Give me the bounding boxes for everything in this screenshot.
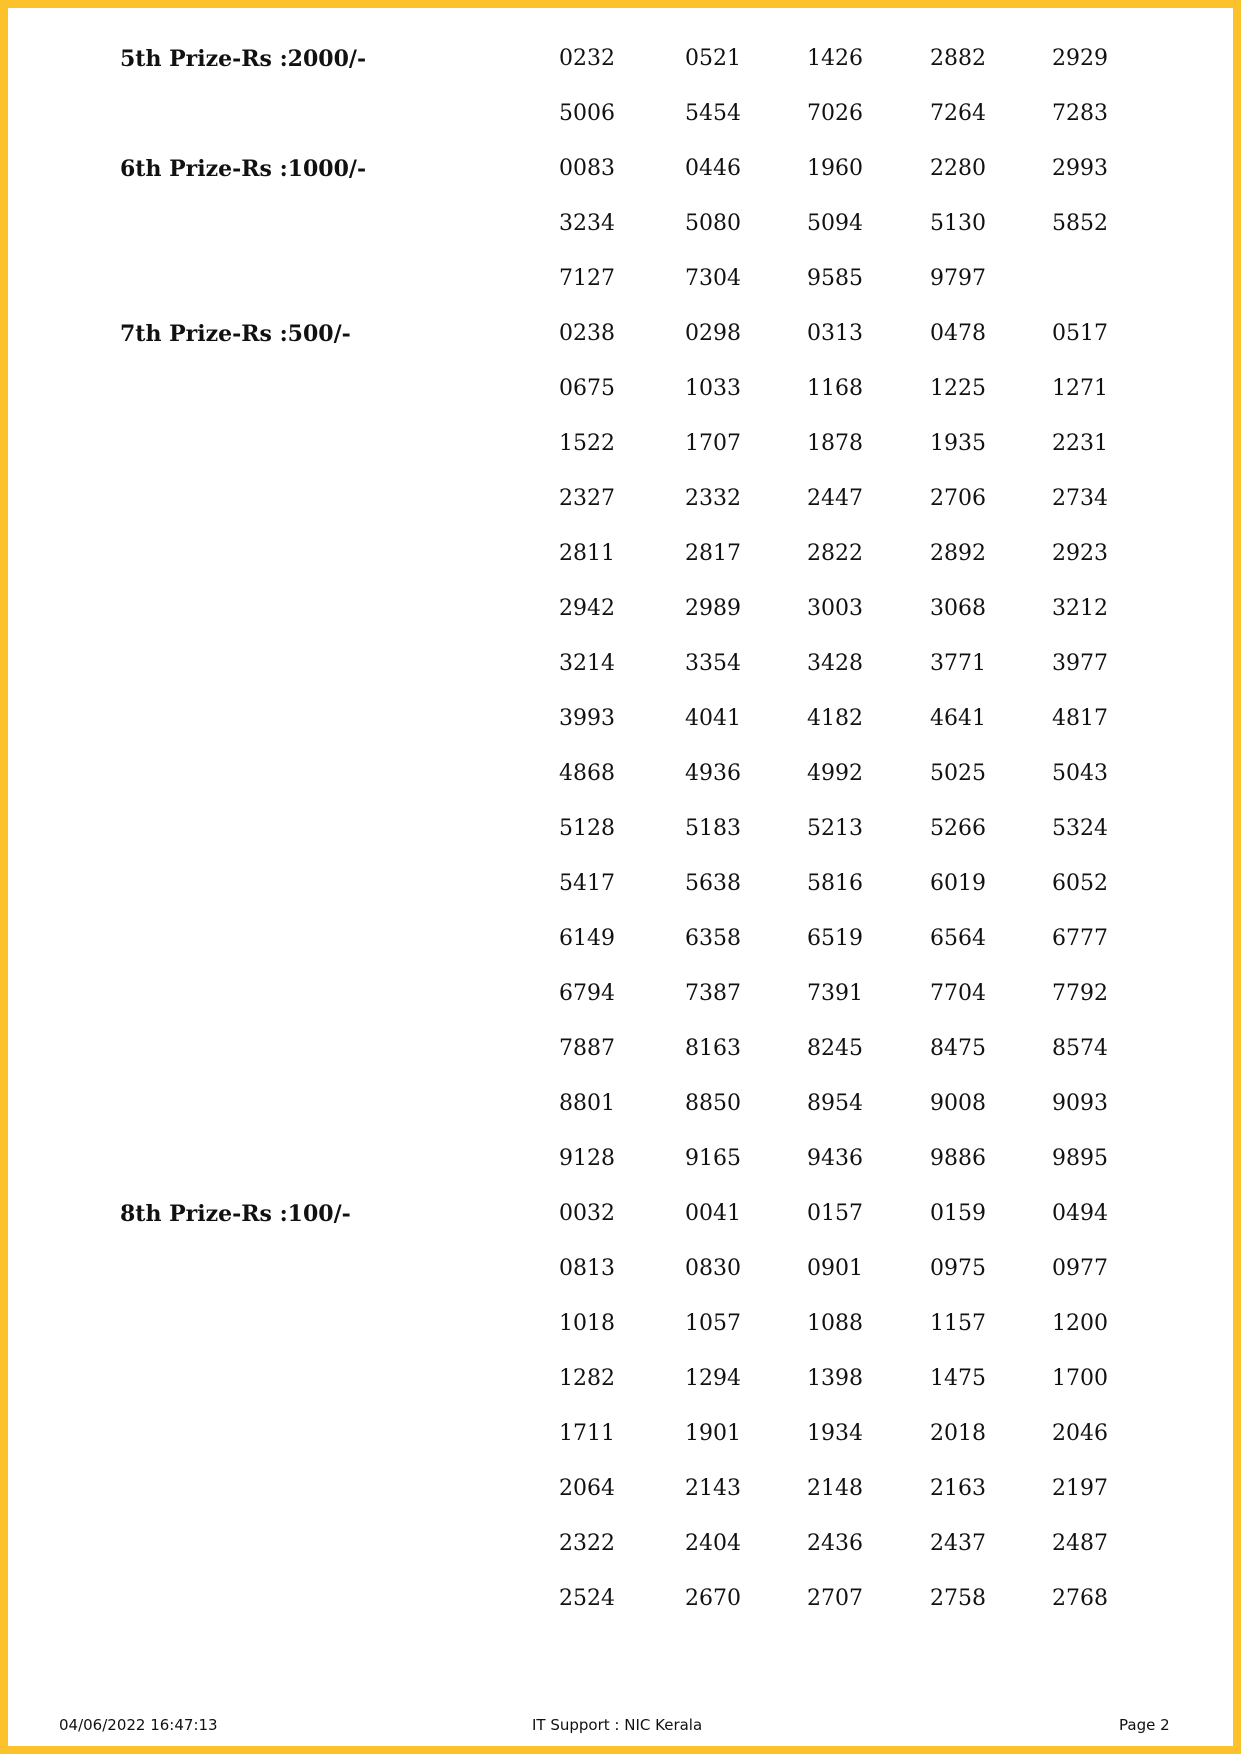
- result-row: [0, 695, 1241, 750]
- ticket-number: 2487: [1052, 1531, 1108, 1556]
- ticket-number: 1088: [807, 1311, 863, 1336]
- ticket-number: 7391: [807, 981, 863, 1006]
- ticket-number: 5417: [559, 871, 615, 896]
- result-row: [0, 640, 1241, 695]
- ticket-number: 6777: [1052, 926, 1108, 951]
- ticket-number: 5266: [930, 816, 986, 841]
- ticket-number: 2064: [559, 1476, 615, 1501]
- ticket-number: 5094: [807, 211, 863, 236]
- result-row: [0, 1135, 1241, 1190]
- ticket-number: 1934: [807, 1421, 863, 1446]
- ticket-number: 2197: [1052, 1476, 1108, 1501]
- ticket-number: 3003: [807, 596, 863, 621]
- ticket-number: 5080: [685, 211, 741, 236]
- ticket-number: 0159: [930, 1201, 986, 1226]
- ticket-number: 7264: [930, 101, 986, 126]
- result-row: [0, 860, 1241, 915]
- ticket-number: 1168: [807, 376, 863, 401]
- ticket-number: 0041: [685, 1201, 741, 1226]
- ticket-number: 0901: [807, 1256, 863, 1281]
- result-row: [0, 1300, 1241, 1355]
- ticket-number: 8801: [559, 1091, 615, 1116]
- ticket-number: 1018: [559, 1311, 615, 1336]
- ticket-number: 1426: [807, 46, 863, 71]
- ticket-number: 1282: [559, 1366, 615, 1391]
- ticket-number: 2923: [1052, 541, 1108, 566]
- ticket-number: 1271: [1052, 376, 1108, 401]
- ticket-number: 0298: [685, 321, 741, 346]
- ticket-number: 8245: [807, 1036, 863, 1061]
- ticket-number: 2817: [685, 541, 741, 566]
- ticket-number: 0157: [807, 1201, 863, 1226]
- ticket-number: 3212: [1052, 596, 1108, 621]
- ticket-number: 6794: [559, 981, 615, 1006]
- ticket-number: 2018: [930, 1421, 986, 1446]
- ticket-number: 5454: [685, 101, 741, 126]
- ticket-number: 7387: [685, 981, 741, 1006]
- ticket-number: 1200: [1052, 1311, 1108, 1336]
- ticket-number: 7704: [930, 981, 986, 1006]
- ticket-number: 0977: [1052, 1256, 1108, 1281]
- prize-results-list: [0, 35, 1241, 1630]
- ticket-number: 9886: [930, 1146, 986, 1171]
- ticket-number: 2706: [930, 486, 986, 511]
- ticket-number: 2882: [930, 46, 986, 71]
- ticket-number: 1707: [685, 431, 741, 456]
- ticket-number: 2892: [930, 541, 986, 566]
- ticket-number: 2768: [1052, 1586, 1108, 1611]
- ticket-number: 4182: [807, 706, 863, 731]
- ticket-number: 2280: [930, 156, 986, 181]
- result-row: [0, 1410, 1241, 1465]
- result-row: [0, 90, 1241, 145]
- ticket-number: 2322: [559, 1531, 615, 1556]
- ticket-number: 0446: [685, 156, 741, 181]
- ticket-number: 5324: [1052, 816, 1108, 841]
- ticket-number: 1398: [807, 1366, 863, 1391]
- ticket-number: 3214: [559, 651, 615, 676]
- ticket-number: 8163: [685, 1036, 741, 1061]
- ticket-number: 0830: [685, 1256, 741, 1281]
- ticket-number: 0517: [1052, 321, 1108, 346]
- ticket-number: 1475: [930, 1366, 986, 1391]
- result-row: [0, 35, 1241, 90]
- ticket-number: 1033: [685, 376, 741, 401]
- ticket-number: 4868: [559, 761, 615, 786]
- ticket-number: 6052: [1052, 871, 1108, 896]
- ticket-number: 2942: [559, 596, 615, 621]
- ticket-number: 2436: [807, 1531, 863, 1556]
- result-row: [0, 475, 1241, 530]
- ticket-number: 2163: [930, 1476, 986, 1501]
- footer-timestamp: 04/06/2022 16:47:13: [59, 1716, 218, 1734]
- ticket-number: 1057: [685, 1311, 741, 1336]
- prize-label: 7th Prize-Rs :500/-: [120, 321, 351, 347]
- ticket-number: 2332: [685, 486, 741, 511]
- result-row: [0, 530, 1241, 585]
- ticket-number: 2707: [807, 1586, 863, 1611]
- ticket-number: 5128: [559, 816, 615, 841]
- ticket-number: 2758: [930, 1586, 986, 1611]
- ticket-number: 1225: [930, 376, 986, 401]
- ticket-number: 9093: [1052, 1091, 1108, 1116]
- ticket-number: 4992: [807, 761, 863, 786]
- ticket-number: 7304: [685, 266, 741, 291]
- ticket-number: 0521: [685, 46, 741, 71]
- ticket-number: 2437: [930, 1531, 986, 1556]
- ticket-number: 8475: [930, 1036, 986, 1061]
- footer-page-number: Page 2: [1119, 1716, 1170, 1734]
- ticket-number: 2231: [1052, 431, 1108, 456]
- ticket-number: 0975: [930, 1256, 986, 1281]
- ticket-number: 6519: [807, 926, 863, 951]
- ticket-number: 0813: [559, 1256, 615, 1281]
- ticket-number: 1700: [1052, 1366, 1108, 1391]
- result-row: [0, 750, 1241, 805]
- ticket-number: 7887: [559, 1036, 615, 1061]
- ticket-number: 5852: [1052, 211, 1108, 236]
- ticket-number: 5183: [685, 816, 741, 841]
- result-row: [0, 1080, 1241, 1135]
- ticket-number: 9436: [807, 1146, 863, 1171]
- ticket-number: 0478: [930, 321, 986, 346]
- ticket-number: 5213: [807, 816, 863, 841]
- ticket-number: 6149: [559, 926, 615, 951]
- ticket-number: 1935: [930, 431, 986, 456]
- ticket-number: 3234: [559, 211, 615, 236]
- ticket-number: 1711: [559, 1421, 615, 1446]
- result-row: [0, 1355, 1241, 1410]
- ticket-number: 2143: [685, 1476, 741, 1501]
- ticket-number: 7792: [1052, 981, 1108, 1006]
- ticket-number: 9585: [807, 266, 863, 291]
- ticket-number: 2524: [559, 1586, 615, 1611]
- ticket-number: 5816: [807, 871, 863, 896]
- ticket-number: 0675: [559, 376, 615, 401]
- ticket-number: 7127: [559, 266, 615, 291]
- ticket-number: 1878: [807, 431, 863, 456]
- ticket-number: 7026: [807, 101, 863, 126]
- ticket-number: 0232: [559, 46, 615, 71]
- ticket-number: 2993: [1052, 156, 1108, 181]
- result-row: [0, 1575, 1241, 1630]
- ticket-number: 3354: [685, 651, 741, 676]
- ticket-number: 9165: [685, 1146, 741, 1171]
- ticket-number: 5043: [1052, 761, 1108, 786]
- ticket-number: 8574: [1052, 1036, 1108, 1061]
- ticket-number: 2929: [1052, 46, 1108, 71]
- ticket-number: 3068: [930, 596, 986, 621]
- ticket-number: 0083: [559, 156, 615, 181]
- ticket-number: 4041: [685, 706, 741, 731]
- ticket-number: 1960: [807, 156, 863, 181]
- ticket-number: 6019: [930, 871, 986, 896]
- ticket-number: 2447: [807, 486, 863, 511]
- result-row: [0, 805, 1241, 860]
- result-row: [0, 255, 1241, 310]
- result-row: [0, 970, 1241, 1025]
- ticket-number: 4817: [1052, 706, 1108, 731]
- ticket-number: 2734: [1052, 486, 1108, 511]
- ticket-number: 1294: [685, 1366, 741, 1391]
- ticket-number: 6564: [930, 926, 986, 951]
- ticket-number: 2989: [685, 596, 741, 621]
- ticket-number: 9797: [930, 266, 986, 291]
- ticket-number: 0032: [559, 1201, 615, 1226]
- ticket-number: 3428: [807, 651, 863, 676]
- ticket-number: 8850: [685, 1091, 741, 1116]
- ticket-number: 3771: [930, 651, 986, 676]
- ticket-number: 0238: [559, 321, 615, 346]
- ticket-number: 2811: [559, 541, 615, 566]
- ticket-number: 8954: [807, 1091, 863, 1116]
- result-row: [0, 1465, 1241, 1520]
- ticket-number: 5006: [559, 101, 615, 126]
- result-row: [0, 310, 1241, 365]
- ticket-number: 5025: [930, 761, 986, 786]
- ticket-number: 1901: [685, 1421, 741, 1446]
- ticket-number: 5638: [685, 871, 741, 896]
- result-row: [0, 1190, 1241, 1245]
- ticket-number: 6358: [685, 926, 741, 951]
- result-row: [0, 1520, 1241, 1575]
- result-row: [0, 200, 1241, 255]
- ticket-number: 7283: [1052, 101, 1108, 126]
- result-row: [0, 420, 1241, 475]
- ticket-number: 3977: [1052, 651, 1108, 676]
- ticket-number: 1522: [559, 431, 615, 456]
- ticket-number: 2327: [559, 486, 615, 511]
- footer-it-support: IT Support : NIC Kerala: [532, 1716, 703, 1734]
- ticket-number: 1157: [930, 1311, 986, 1336]
- ticket-number: 9895: [1052, 1146, 1108, 1171]
- ticket-number: 3993: [559, 706, 615, 731]
- result-row: [0, 915, 1241, 970]
- prize-label: 5th Prize-Rs :2000/-: [120, 46, 367, 72]
- prize-label: 6th Prize-Rs :1000/-: [120, 156, 367, 182]
- ticket-number: 2046: [1052, 1421, 1108, 1446]
- result-row: [0, 365, 1241, 420]
- result-row: [0, 1025, 1241, 1080]
- ticket-number: 4936: [685, 761, 741, 786]
- result-row: [0, 585, 1241, 640]
- result-row: [0, 1245, 1241, 1300]
- ticket-number: 0494: [1052, 1201, 1108, 1226]
- ticket-number: 5130: [930, 211, 986, 236]
- ticket-number: 4641: [930, 706, 986, 731]
- ticket-number: 2148: [807, 1476, 863, 1501]
- ticket-number: 9008: [930, 1091, 986, 1116]
- ticket-number: 2670: [685, 1586, 741, 1611]
- ticket-number: 2822: [807, 541, 863, 566]
- ticket-number: 9128: [559, 1146, 615, 1171]
- prize-label: 8th Prize-Rs :100/-: [120, 1201, 351, 1227]
- ticket-number: 0313: [807, 321, 863, 346]
- result-row: [0, 145, 1241, 200]
- ticket-number: 2404: [685, 1531, 741, 1556]
